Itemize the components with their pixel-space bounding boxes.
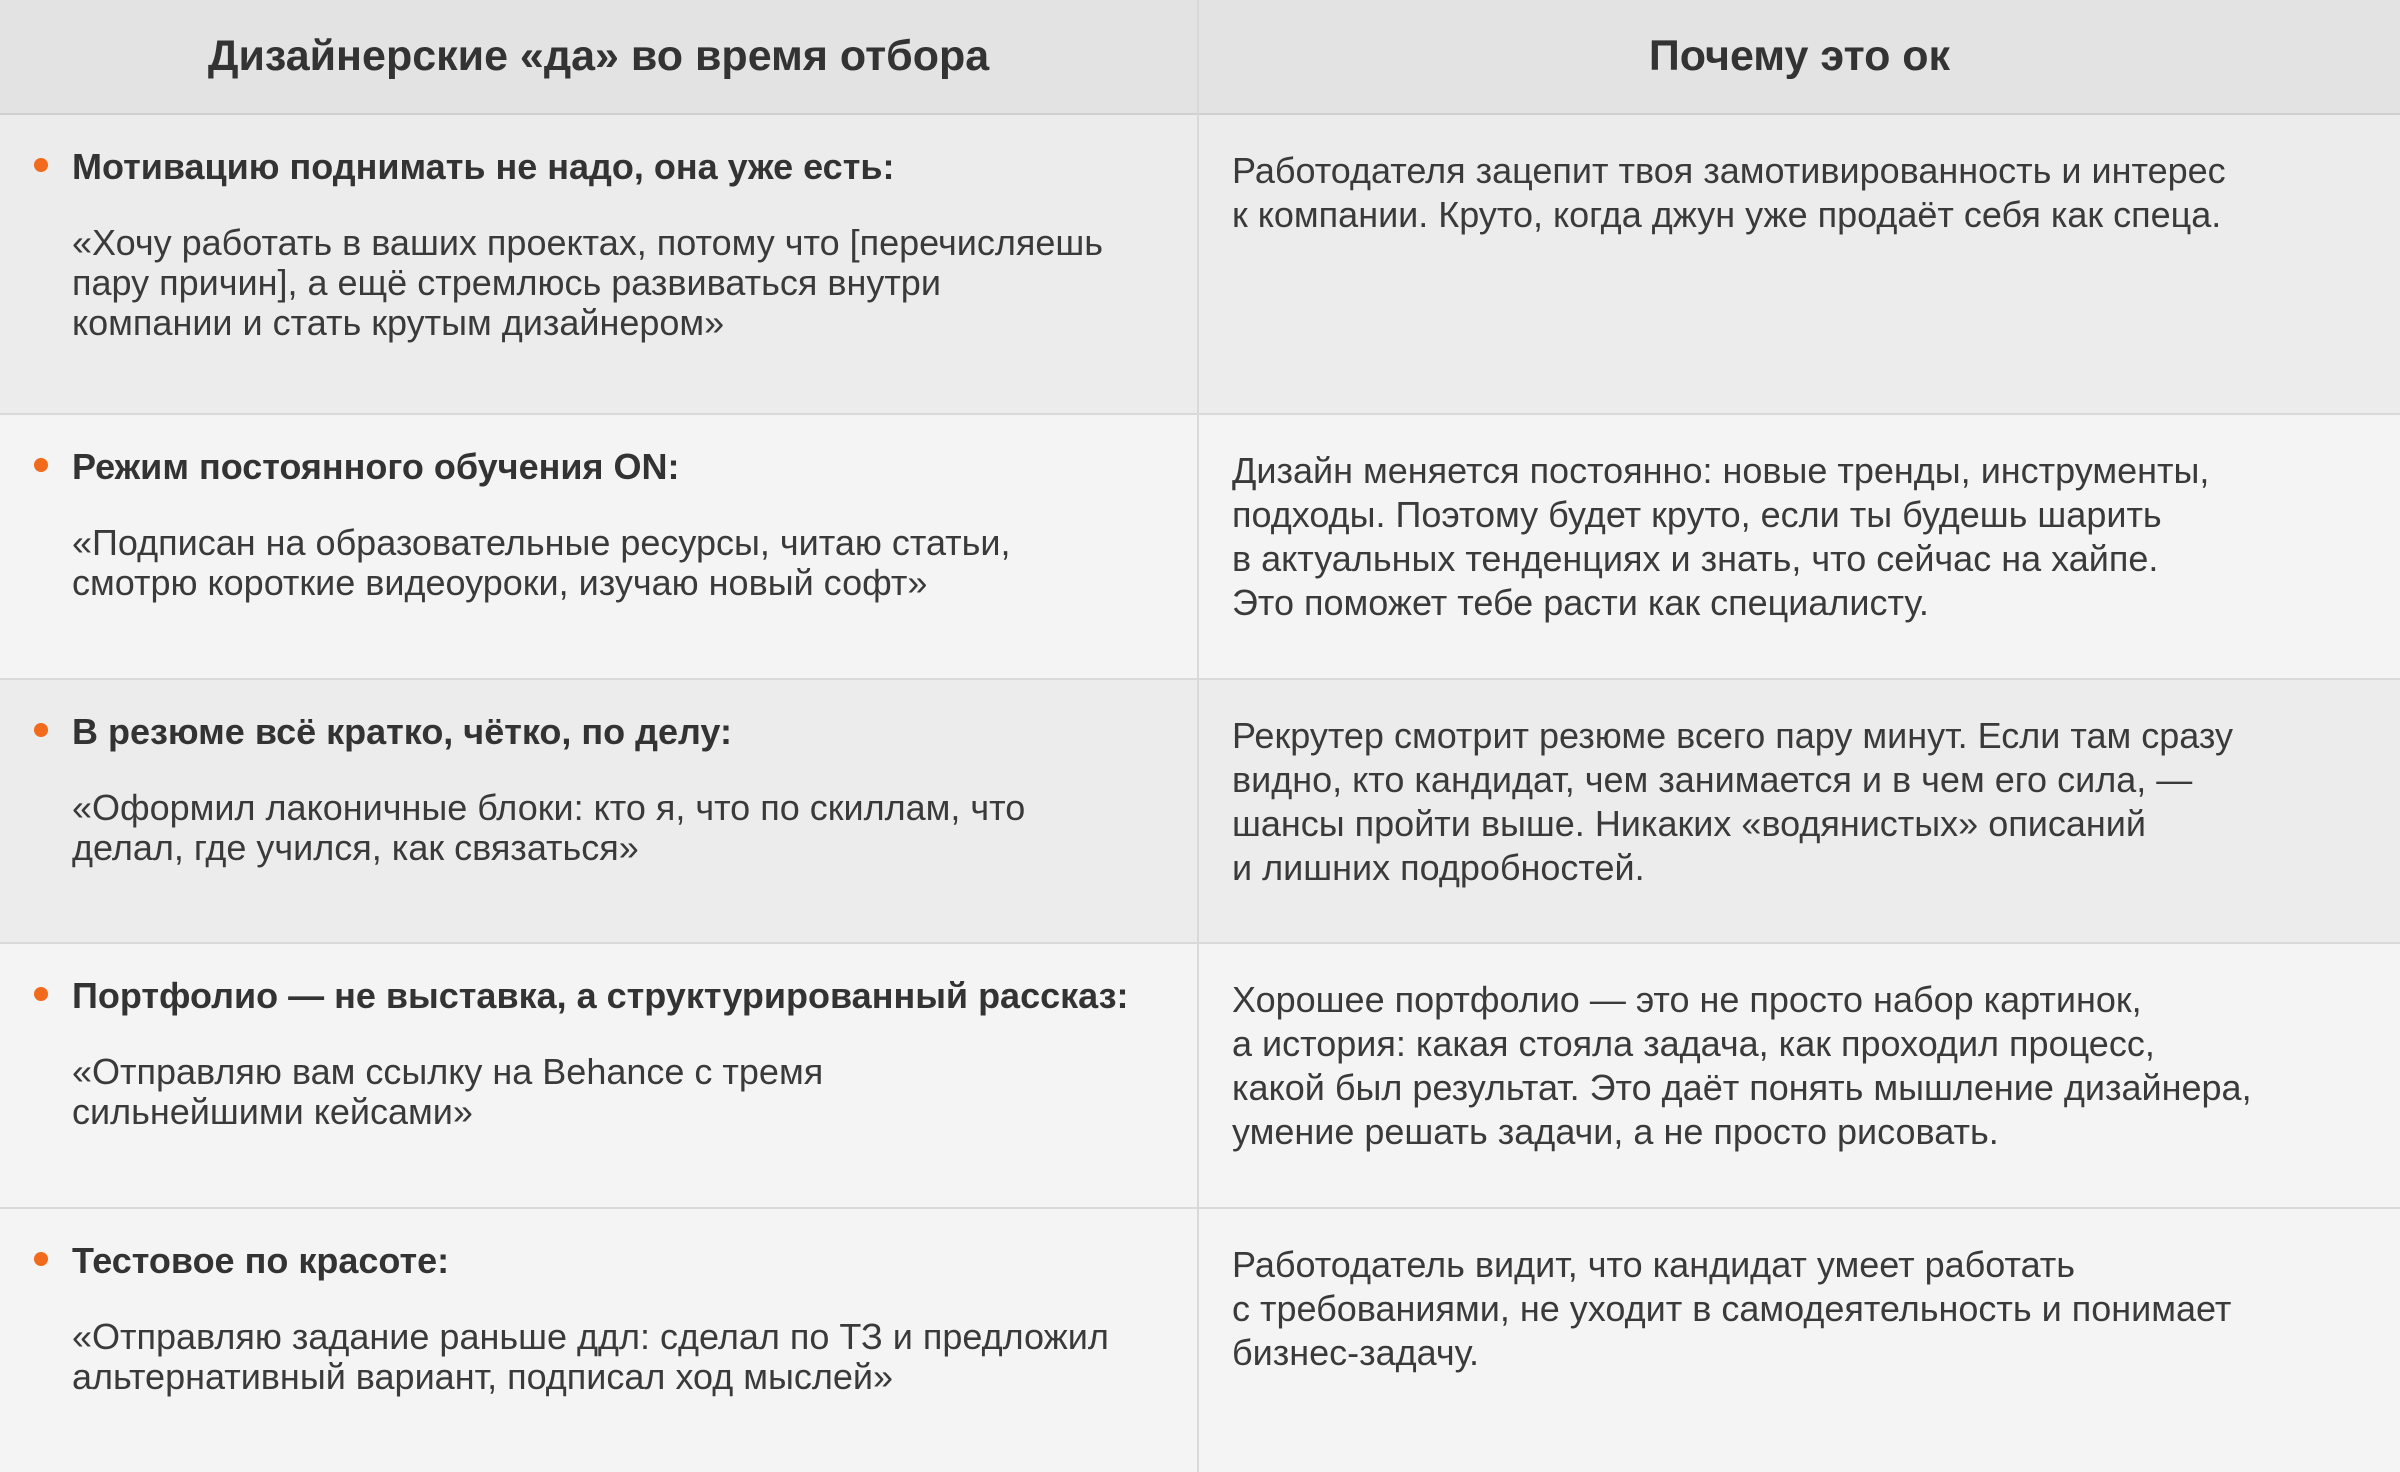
item-explanation: Хорошее портфолио — это не просто набор картинок, а история: какая стояла задача, как проходил процесс, какой был результат. Это даёт понять мышление дизайнера, умение решать задачи, а не просто рисовать.: [1232, 979, 2252, 1152]
bullet-icon: [34, 723, 48, 737]
item-quote: «Оформил лаконичные блоки: кто я, что по скиллам, что делал, где учился, как связаться»: [72, 787, 1026, 868]
item-explanation: Работодателя зацепит твоя замотивированность и интерес к компании. Круто, когда джун уже продаёт себя как спеца.: [1232, 150, 2226, 235]
item-explanation: Дизайн меняется постоянно: новые тренды, инструменты, подходы. Поэтому будет круто, если ты будешь шарить в актуальных тенденциях и знать, что сейчас на хайпе. Это поможет тебе расти как специалисту.: [1232, 450, 2210, 623]
item-quote: «Подписан на образовательные ресурсы, читаю статьи, смотрю короткие видеоуроки, изучаю новый софт»: [72, 522, 1011, 603]
table-row-2-left: [0, 415, 1199, 680]
item-quote: «Хочу работать в ваших проектах, потому что [перечисляешь пару причин], а ещё стремлюсь развиваться внутри компании и стать крутым дизайнером»: [72, 222, 1103, 343]
bullet-icon: [34, 458, 48, 472]
table-row-5-right: [1199, 1209, 2400, 1472]
bullet-icon: [34, 158, 48, 172]
header-left: [0, 0, 1199, 115]
table-row-3-left: [0, 680, 1199, 944]
table-row-2-right: [1199, 415, 2400, 680]
table-row-1-right: [1199, 115, 2400, 415]
header-right-label: Почему это ок: [1648, 32, 1951, 80]
item-title: Режим постоянного обучения ON:: [72, 446, 680, 487]
bullet-icon: [34, 1252, 48, 1266]
table-row-3-right: [1199, 680, 2400, 944]
item-quote: «Отправляю задание раньше ддл: сделал по ТЗ и предложил альтернативный вариант, подписал ход мыслей»: [72, 1316, 1109, 1397]
item-title: Тестовое по красоте:: [72, 1240, 450, 1281]
item-title: Мотивацию поднимать не надо, она уже есть:: [72, 146, 895, 187]
bullet-icon: [34, 987, 48, 1001]
header-left-label: Дизайнерские «да» во время отбора: [207, 32, 990, 80]
item-title: В резюме всё кратко, чётко, по делу:: [72, 711, 732, 752]
table-row-4-right: [1199, 944, 2400, 1209]
header-right: [1199, 0, 2400, 115]
item-quote: «Отправляю вам ссылку на Behance с тремя сильнейшими кейсами»: [72, 1051, 824, 1132]
item-explanation: Рекрутер смотрит резюме всего пару минут. Если там сразу видно, кто кандидат, чем занимается и в чем его сила, — шансы пройти выше. Никаких «водянистых» описаний и лишних подробностей.: [1232, 715, 2233, 888]
table-row-5-left: [0, 1209, 1199, 1472]
item-title: Портфолио — не выставка, а структурированный рассказ:: [72, 975, 1129, 1016]
item-explanation: Работодатель видит, что кандидат умеет работать с требованиями, не уходит в самодеятельность и понимает бизнес-задачу.: [1232, 1244, 2232, 1373]
table-row-1-left: [0, 115, 1199, 415]
table-row-4-left: [0, 944, 1199, 1209]
